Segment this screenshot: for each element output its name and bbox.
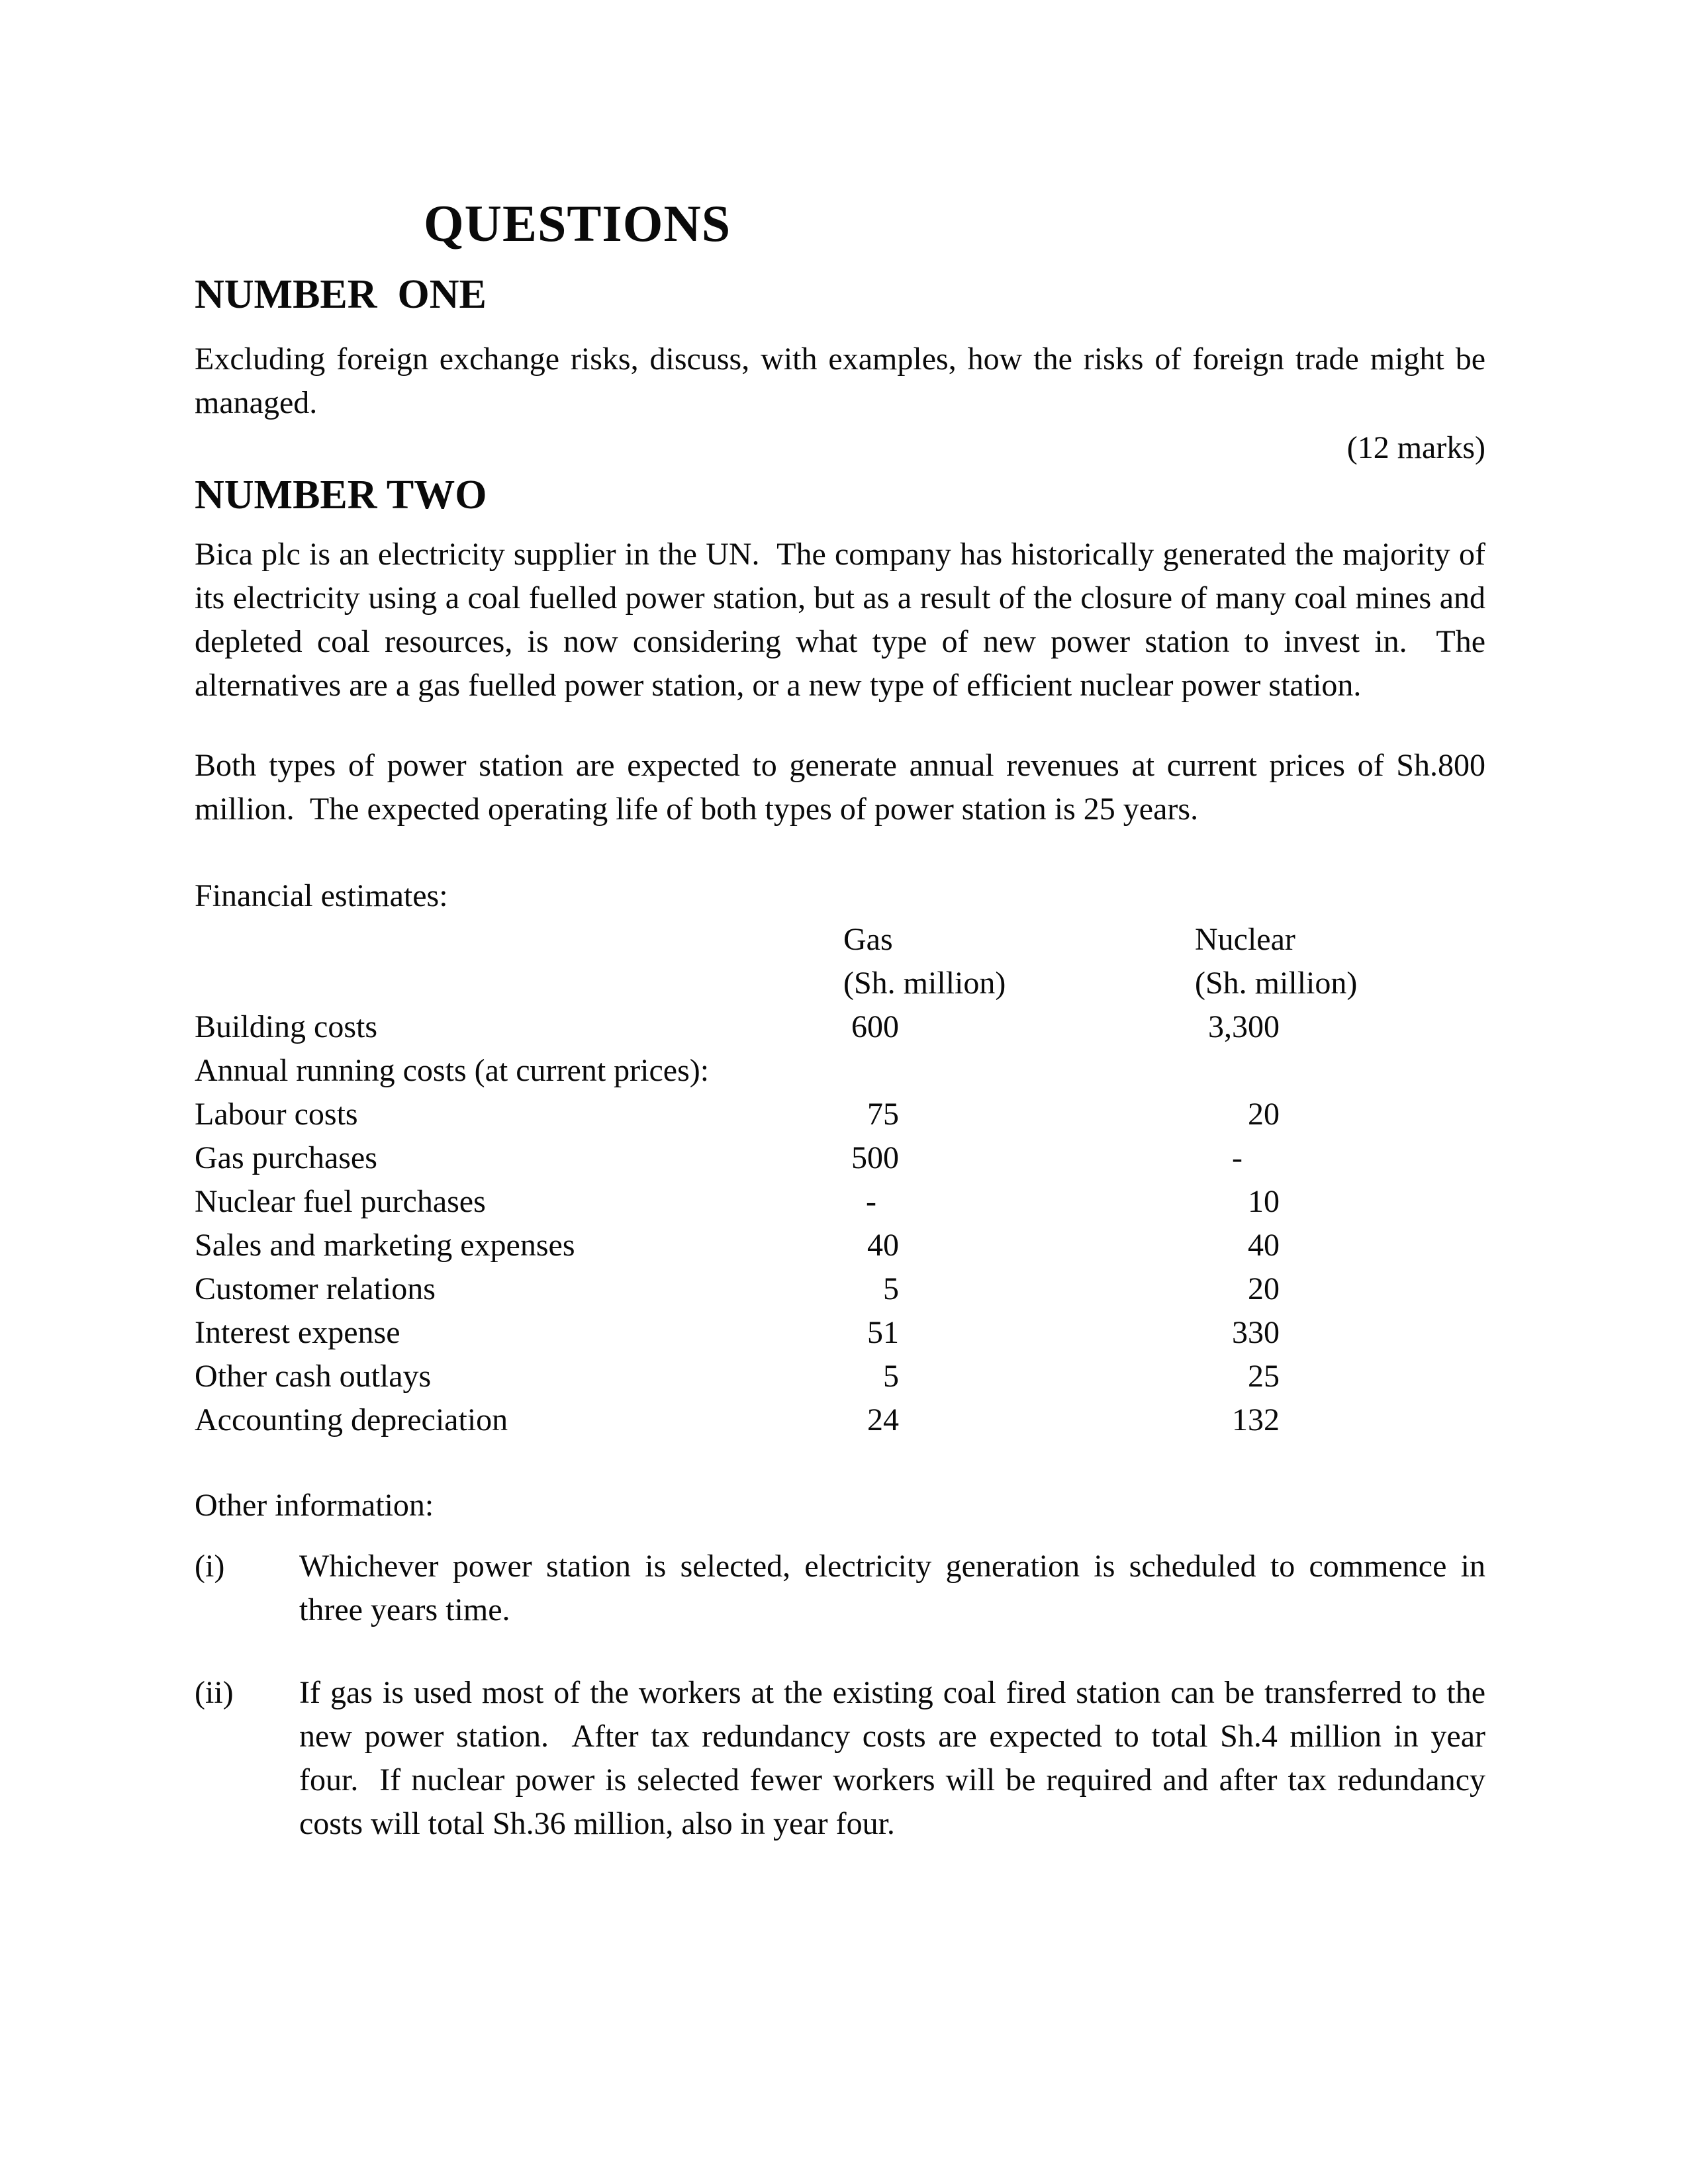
question-one-text: Excluding foreign exchange risks, discuss, with examples, how the risks of foreign trade might be managed. — [195, 341, 1493, 420]
row-label: Gas purchases — [195, 1140, 377, 1175]
table-row — [195, 1049, 1485, 1093]
nuclear-value: 40 — [1248, 1228, 1280, 1263]
nuclear-value: 330 — [1232, 1315, 1280, 1350]
question-two-paragraph-2: Both types of power station are expected to generate annual revenues at current prices of Sh.800 million. The expected operating life of both types of power station is 25 years. — [195, 748, 1493, 827]
table-row — [195, 1005, 1485, 1049]
row-label: Interest expense — [195, 1315, 400, 1350]
gas-value: 75 — [867, 1097, 899, 1132]
table-row — [195, 1311, 1485, 1355]
header-spacer — [195, 918, 843, 962]
financial-estimates-label: Financial estimates: — [195, 878, 448, 913]
financial-estimates-table — [195, 918, 1485, 1442]
gas-value — [843, 1049, 899, 1093]
question-two-paragraph-1: Bica plc is an electricity supplier in the UN. The company has historically generated the majority of its electricity using a coal fuelled power station, but as a result of the closure of many coal mines and depleted coal resources, is now considering what type of new power station to invest in. The alternatives are a gas fuelled power station, or a new type of efficient nuclear power station. — [195, 537, 1493, 703]
other-info-item-ii — [195, 1671, 1493, 1846]
row-label: Accounting depreciation — [195, 1402, 508, 1437]
gas-value: 24 — [867, 1402, 899, 1437]
gas-value: 5 — [883, 1359, 899, 1394]
question-one-heading: NUMBER ONE — [195, 272, 487, 317]
unit-spacer — [195, 962, 843, 1005]
row-label: Customer relations — [195, 1271, 436, 1306]
gas-column-header: Gas — [843, 922, 893, 957]
table-row — [195, 1136, 1485, 1180]
table-row — [195, 1093, 1485, 1136]
row-label: Sales and marketing expenses — [195, 1228, 575, 1263]
row-label: Building costs — [195, 1009, 378, 1044]
table-row — [195, 1355, 1485, 1398]
nuclear-value: 20 — [1248, 1097, 1280, 1132]
gas-value: 600 — [851, 1009, 899, 1044]
row-label: Nuclear fuel purchases — [195, 1184, 486, 1219]
nuclear-value: 25 — [1248, 1359, 1280, 1394]
nuclear-value: - — [1232, 1140, 1243, 1175]
nuclear-column-unit: (Sh. million) — [1195, 966, 1358, 1001]
nuclear-value: 20 — [1248, 1271, 1280, 1306]
item-marker: (ii) — [195, 1675, 234, 1710]
row-label: Annual running costs (at current prices): — [195, 1053, 710, 1088]
item-marker: (i) — [195, 1549, 225, 1584]
page-title: QUESTIONS — [424, 195, 731, 252]
question-one-marks: (12 marks) — [1346, 430, 1485, 465]
item-text: Whichever power station is selected, electricity generation is scheduled to commence in three years time. — [299, 1549, 1493, 1627]
table-row — [195, 1398, 1485, 1442]
nuclear-value: 10 — [1248, 1184, 1280, 1219]
item-text: If gas is used most of the workers at the existing coal fired station can be transferred to the new power station. After tax redundancy costs are expected to total Sh.4 million in year four. If nuclear power is selected fewer workers will be required and after tax redundancy costs will total Sh.36 million, also in year four. — [299, 1675, 1493, 1841]
gas-value: 40 — [867, 1228, 899, 1263]
table-header-row — [195, 918, 1485, 962]
table-row — [195, 1180, 1485, 1224]
gas-value: 500 — [851, 1140, 899, 1175]
question-two-heading: NUMBER TWO — [195, 473, 487, 518]
gas-value: 5 — [883, 1271, 899, 1306]
gas-column-unit: (Sh. million) — [843, 966, 1006, 1001]
gas-value: - — [866, 1184, 876, 1219]
table-unit-row — [195, 962, 1485, 1005]
nuclear-column-header: Nuclear — [1195, 922, 1295, 957]
nuclear-value: 132 — [1232, 1402, 1280, 1437]
row-label: Labour costs — [195, 1097, 358, 1132]
gas-value: 51 — [867, 1315, 899, 1350]
table-row — [195, 1267, 1485, 1311]
other-information-label: Other information: — [195, 1488, 434, 1523]
table-row — [195, 1224, 1485, 1267]
other-info-item-i — [195, 1545, 1493, 1632]
nuclear-value: 3,300 — [1208, 1009, 1280, 1044]
nuclear-value — [1195, 1049, 1280, 1093]
page-content — [195, 0, 1493, 1846]
row-label: Other cash outlays — [195, 1359, 432, 1394]
